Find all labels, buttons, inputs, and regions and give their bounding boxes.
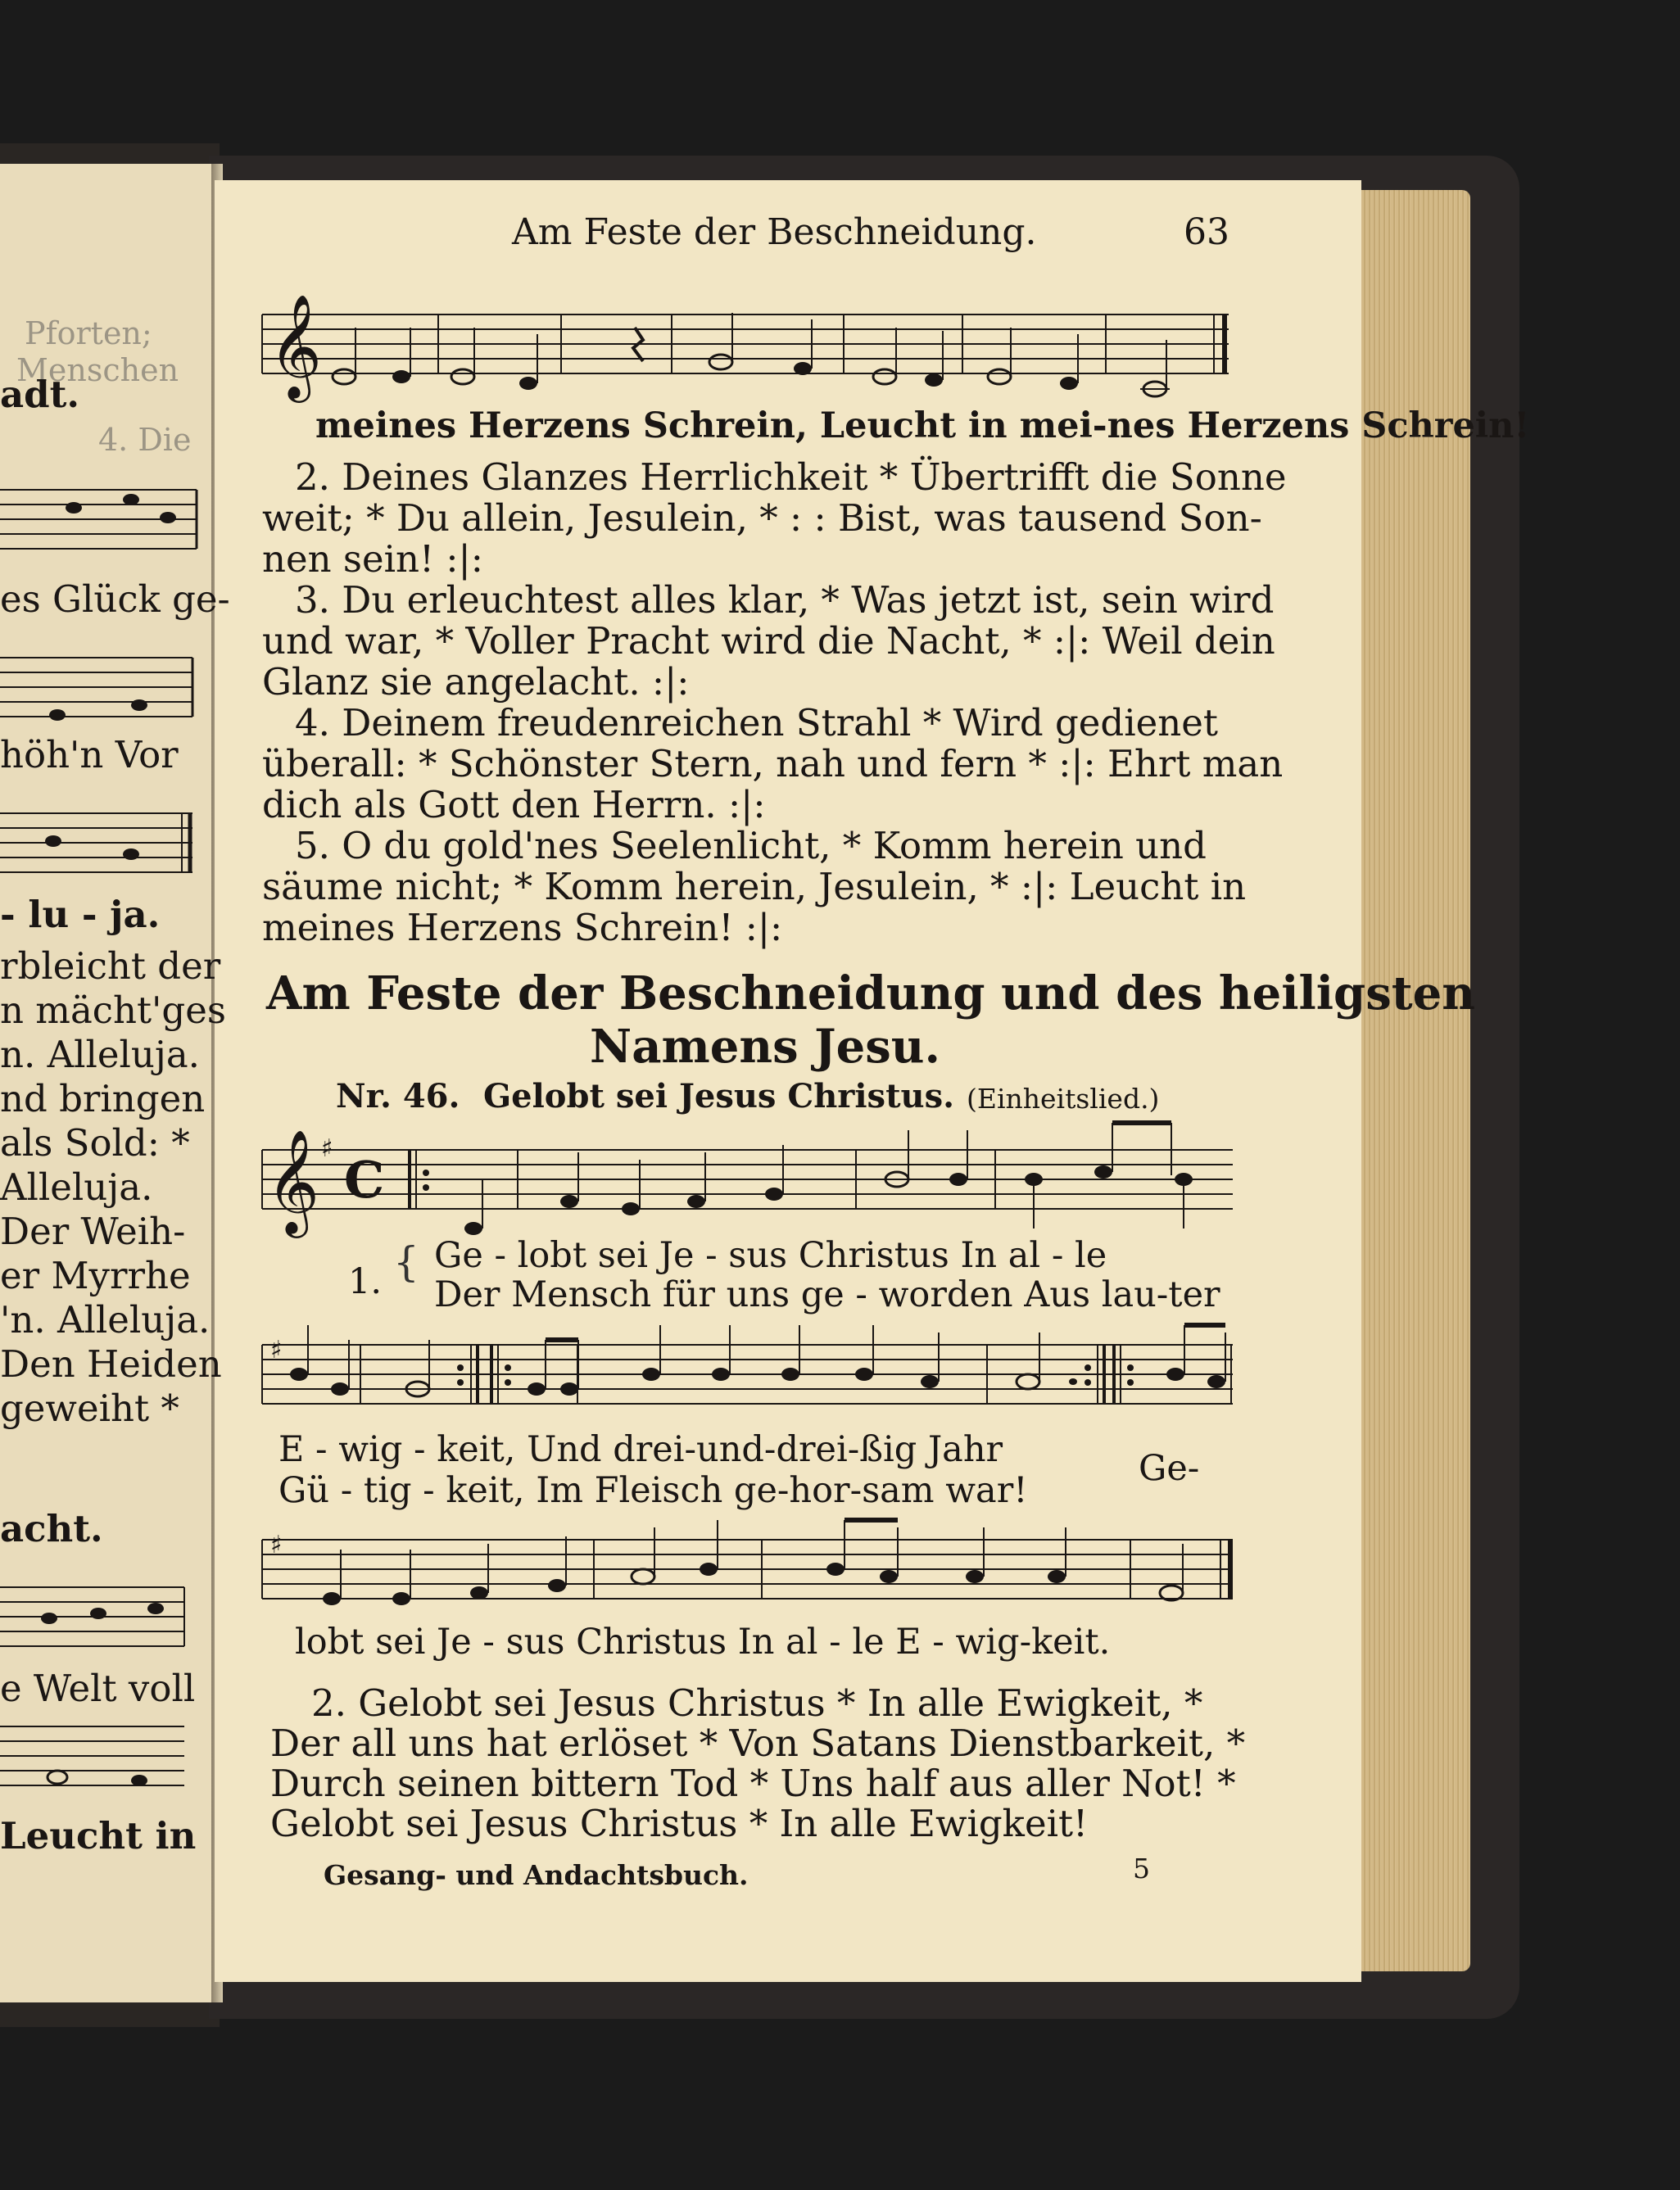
left-line-adt: adt. <box>0 373 80 416</box>
left-staff-5 <box>0 1712 211 1802</box>
sharp-icon: ♯ <box>321 1134 333 1163</box>
left-line: 'n. Alleluja. <box>0 1298 211 1342</box>
verse-line: 2. Deines Glanzes Herrlichkeit * Übertrifft die Sonne <box>295 455 1287 499</box>
left-line: nd bringen <box>0 1077 206 1120</box>
verse2-line: Der all uns hat erlöset * Von Satans Dienstbarkeit, * <box>270 1722 1246 1765</box>
left-line: geweiht * <box>0 1387 179 1430</box>
verse-line: weit; * Du allein, Jesulein, * : : Bist, was tausend Son- <box>262 496 1262 540</box>
treble-clef-icon: 𝄞 <box>266 1129 320 1233</box>
left-line: n. Alleluja. <box>0 1033 200 1076</box>
hymn-title: Gelobt sei Jesus Christus. <box>483 1077 955 1115</box>
staff2-lyrics-1: E - wig - keit, Und drei-und-drei-ßig Jahr <box>278 1429 1003 1470</box>
left-line: acht. <box>0 1507 103 1550</box>
hymn-number: Nr. 46. <box>336 1077 460 1115</box>
section-title: Am Feste der Beschneidung und des heiligsten <box>266 966 1475 1020</box>
left-line: rbleicht der <box>0 944 221 988</box>
sharp-icon: ♯ <box>270 1336 283 1364</box>
brace-icon: { <box>393 1238 419 1286</box>
verse-line: nen sein! :|: <box>262 537 483 581</box>
staff1-lyrics-1: Ge - lobt sei Je - sus Christus In al - le <box>434 1235 1107 1276</box>
treble-clef-icon: 𝄞 <box>269 293 323 398</box>
page-number: 63 <box>1184 211 1229 253</box>
left-line: es Glück ge- <box>0 577 230 621</box>
left-ghost-2: Menschen <box>16 352 179 388</box>
left-staff-4 <box>0 1572 211 1663</box>
left-line: Alleluja. <box>0 1165 153 1209</box>
left-line: e Welt voll <box>0 1667 196 1710</box>
staff3-lyrics: lobt sei Je - sus Christus In al - le E - wig-keit. <box>295 1622 1111 1663</box>
hymn-staff-3 <box>262 1523 1237 1630</box>
left-line: n mächt'ges <box>0 989 226 1032</box>
left-line: er Myrrhe <box>0 1254 191 1297</box>
verse2-line: Gelobt sei Jesus Christus * In alle Ewigkeit! <box>270 1802 1089 1845</box>
verse-line: 5. O du gold'nes Seelenlicht, * Komm herein und <box>295 824 1207 867</box>
common-time-icon: C <box>344 1150 385 1210</box>
left-staff-3 <box>0 799 211 889</box>
running-header: Am Feste der Beschneidung. <box>512 211 1037 253</box>
hymn-note: (Einheitslied.) <box>967 1083 1160 1115</box>
left-line: Den Heiden <box>0 1342 222 1386</box>
verse-line: säume nicht; * Komm herein, Jesulein, * :|: Leucht in <box>262 865 1247 908</box>
verse-line: 3. Du erleuchtest alles klar, * Was jetzt ist, sein wird <box>295 578 1275 622</box>
page-edges <box>1352 190 1470 1971</box>
verse-line: Glanz sie angelacht. :|: <box>262 660 690 704</box>
left-line: höh'n Vor <box>0 733 179 776</box>
left-line: Der Weih- <box>0 1210 186 1253</box>
staff2-lyrics-2: Gü - tig - keit, Im Fleisch ge-hor-sam war! <box>278 1470 1028 1511</box>
left-ghost-1: Pforten; <box>25 315 152 351</box>
left-line: als Sold: * <box>0 1121 190 1165</box>
verse-line: 4. Deinem freudenreichen Strahl * Wird gedienet <box>295 701 1218 744</box>
staff2-side-lyric: Ge- <box>1139 1448 1200 1489</box>
verse-line: und war, * Voller Pracht wird die Nacht, * :|: Weil dein <box>262 619 1275 663</box>
section-title-2: Namens Jesu. <box>590 1020 940 1074</box>
verse-line: meines Herzens Schrein! :|: <box>262 906 783 949</box>
left-staff-1 <box>0 475 211 565</box>
left-line: Leucht in <box>0 1814 197 1857</box>
signature-mark: 5 <box>1133 1853 1150 1885</box>
sharp-icon: ♯ <box>270 1531 283 1559</box>
staff1-lyrics-2: Der Mensch für uns ge - worden Aus lau-ter <box>434 1274 1220 1315</box>
verse2-line: 2. Gelobt sei Jesus Christus * In alle Ewigkeit, * <box>311 1681 1203 1725</box>
verse-number: 1. <box>348 1261 383 1302</box>
verse2-line: Durch seinen bittern Tod * Uns half aus aller Not! * <box>270 1762 1236 1805</box>
verse-line: überall: * Schönster Stern, nah und fern * :|: Ehrt man <box>262 742 1284 785</box>
hymn-staff-2 <box>262 1327 1237 1441</box>
top-staff-lyrics: meines Herzens Schrein, Leucht in mei-nes Herzens Schrein! <box>315 405 1530 446</box>
footer-book-title: Gesang- und Andachtsbuch. <box>324 1859 749 1891</box>
left-staff-2 <box>0 643 211 733</box>
left-line: - lu - ja. <box>0 893 161 936</box>
verse-line: dich als Gott den Herrn. :|: <box>262 783 766 826</box>
left-ghost-3: 4. Die <box>98 422 192 458</box>
top-music-staff <box>262 295 1233 409</box>
